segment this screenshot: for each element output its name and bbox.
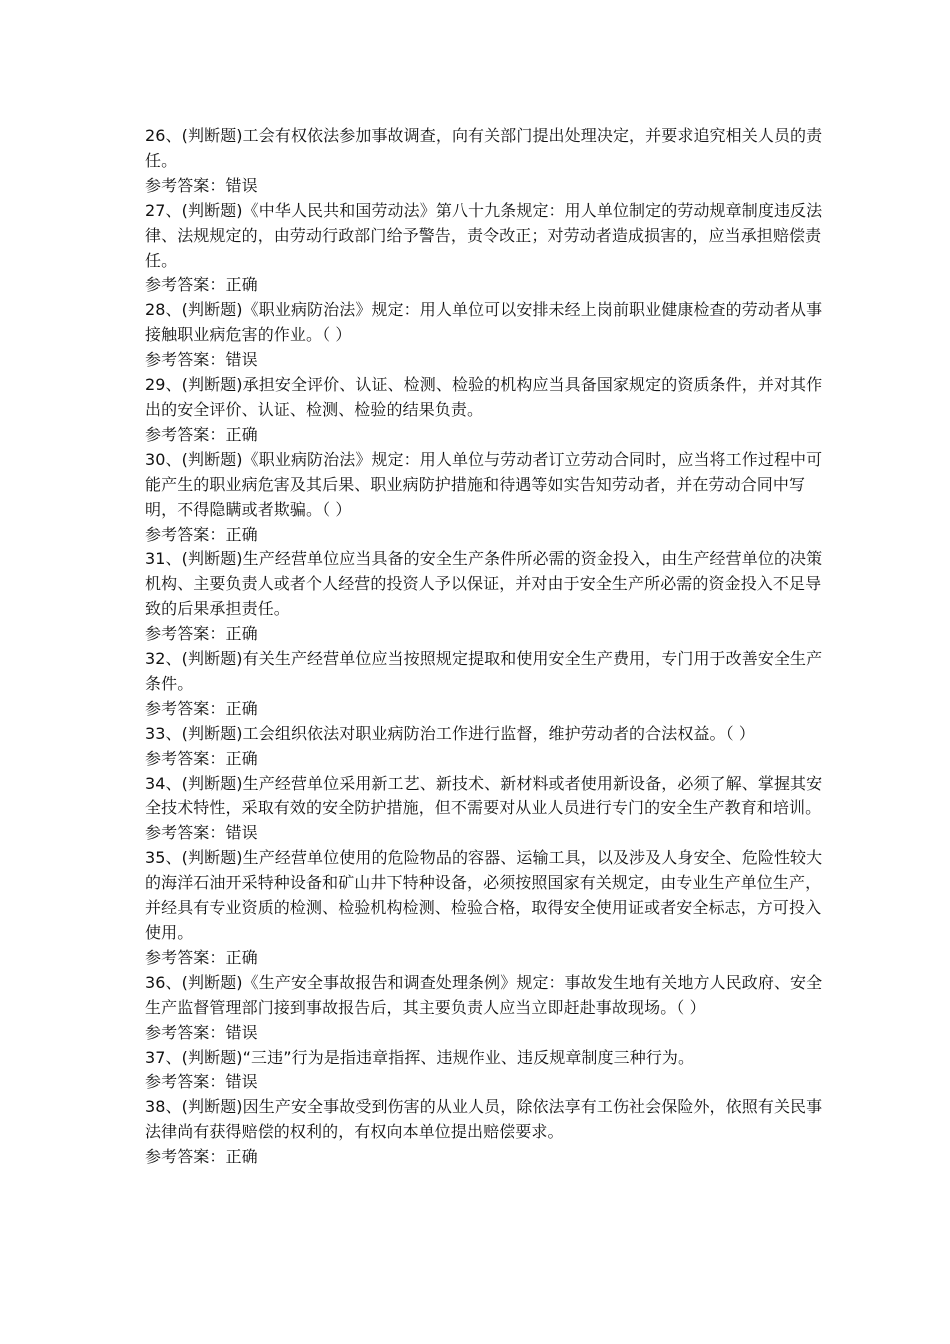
question-37: 37、(判断题)“三违”行为是指违章指挥、违规作业、违反规章制度三种行为。 bbox=[145, 1047, 695, 1067]
answer-38: 参考答案：正确 bbox=[145, 1147, 258, 1167]
question-35: 35、(判断题)生产经营单位使用的危险物品的容器、运输工具，以及涉及人身安全、危险性较大的海洋石油开采特种设备和矿山井下特种设备，必须按照国家有关规定，由专业生产单位生产，并经具有专业资质的检测、检验机构检测、检验合格，取得安全使用证或者安全标志，方可投入使用。 bbox=[145, 848, 823, 942]
answer-31: 参考答案：正确 bbox=[145, 624, 258, 644]
answer-33: 参考答案：正确 bbox=[145, 748, 258, 768]
answer-26: 参考答案：错误 bbox=[145, 175, 258, 195]
question-34: 34、(判断题)生产经营单位采用新工艺、新技术、新材料或者使用新设备，必须了解、掌握其安全技术特性，采取有效的安全防护措施，但不需要对从业人员进行专门的安全生产教育和培训。 bbox=[145, 773, 823, 818]
question-26: 26、(判断题)工会有权依法参加事故调查，向有关部门提出处理决定，并要求追究相关人员的责任。 bbox=[145, 126, 823, 170]
question-27: 27、(判断题)《中华人民共和国劳动法》第八十九条规定：用人单位制定的劳动规章制度违反法律、法规规定的，由劳动行政部门给予警告，责令改正；对劳动者造成损害的，应当承担赔偿责任。 bbox=[145, 200, 823, 270]
question-32: 32、(判断题)有关生产经营单位应当按照规定提取和使用安全生产费用，专门用于改善安全生产条件。 bbox=[145, 649, 823, 693]
question-30: 30、(判断题)《职业病防治法》规定：用人单位与劳动者订立劳动合同时，应当将工作过程中可能产生的职业病危害及其后果、职业病防护措施和待遇等如实告知劳动者，并在劳动合同中写明，不得隐瞒或者欺骗。（ ） bbox=[145, 449, 823, 519]
answer-28: 参考答案：错误 bbox=[145, 350, 258, 370]
answer-36: 参考答案：错误 bbox=[145, 1022, 258, 1042]
question-33: 33、(判断题)工会组织依法对职业病防治工作进行监督，维护劳动者的合法权益。（ ） bbox=[145, 723, 756, 743]
answer-34: 参考答案：错误 bbox=[145, 823, 258, 843]
answer-27: 参考答案：正确 bbox=[145, 275, 258, 295]
answer-30: 参考答案：正确 bbox=[145, 524, 258, 544]
question-28: 28、(判断题)《职业病防治法》规定：用人单位可以安排未经上岗前职业健康检查的劳动者从事接触职业病危害的作业。（ ） bbox=[145, 300, 823, 345]
question-36: 36、(判断题)《生产安全事故报告和调查处理条例》规定：事故发生地有关地方人民政府、安全生产监督管理部门接到事故报告后，其主要负责人应当立即赶赴事故现场。（ ） bbox=[145, 972, 823, 1017]
question-38: 38、(判断题)因生产安全事故受到伤害的从业人员，除依法享有工伤社会保险外，依照有关民事法律尚有获得赔偿的权利的，有权向本单位提出赔偿要求。 bbox=[145, 1097, 823, 1142]
answer-37: 参考答案：错误 bbox=[145, 1072, 258, 1092]
answer-32: 参考答案：正确 bbox=[145, 698, 258, 718]
answer-35: 参考答案：正确 bbox=[145, 947, 258, 967]
question-31: 31、(判断题)生产经营单位应当具备的安全生产条件所必需的资金投入，由生产经营单位的决策机构、主要负责人或者个人经营的投资人予以保证，并对由于安全生产所必需的资金投入不足导致的后果承担责任。 bbox=[145, 549, 823, 619]
answer-29: 参考答案：正确 bbox=[145, 424, 258, 444]
question-29: 29、(判断题)承担安全评价、认证、检测、检验的机构应当具备国家规定的资质条件，并对其作出的安全评价、认证、检测、检验的结果负责。 bbox=[145, 375, 823, 419]
question-list bbox=[145, 124, 835, 1170]
